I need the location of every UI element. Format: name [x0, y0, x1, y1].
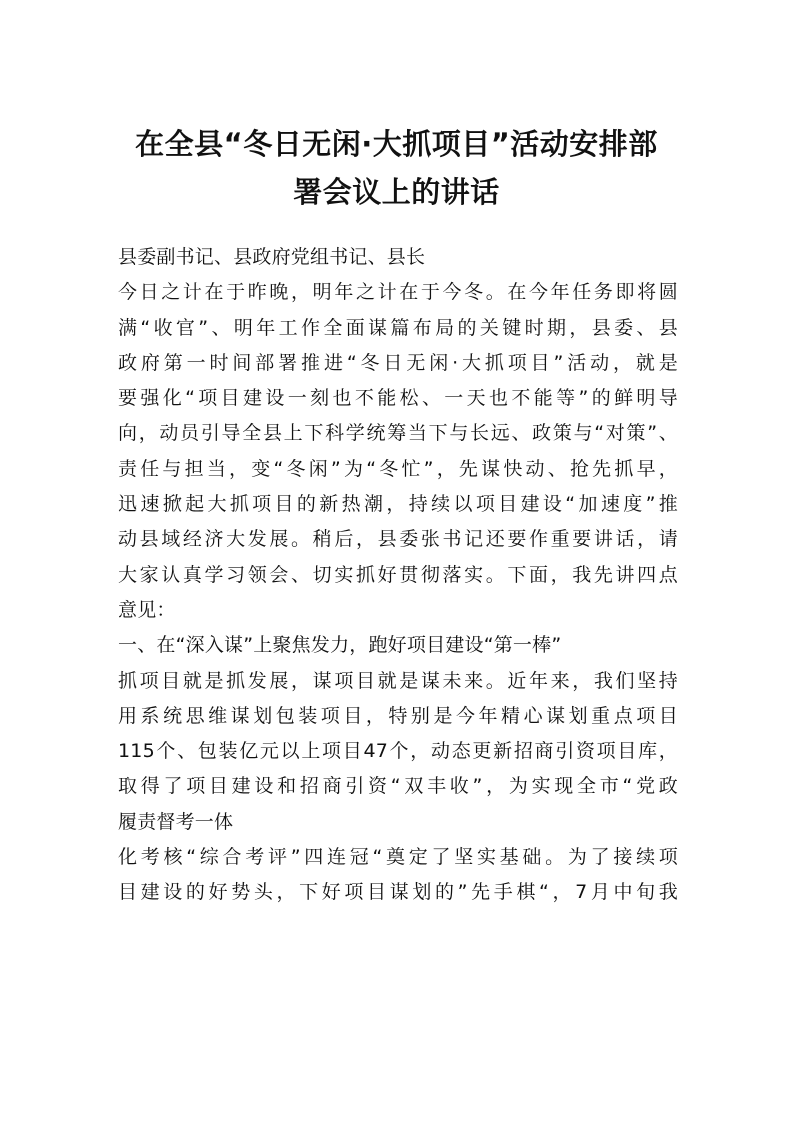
paragraph-line: 要强化“项目建设一刻也不能松、一天也不能等”的鲜明导 — [118, 387, 678, 410]
paragraph-line: 抓项目就是抓发展，谋项目就是谋未来。近年来，我们坚持 — [118, 669, 678, 692]
paragraph-line: 意见： — [118, 598, 176, 621]
paragraph-line: 取得了项目建设和招商引资“双丰收”，为实现全市“党政 — [118, 775, 678, 798]
document-body — [118, 240, 678, 911]
paragraph-line: 今日之计在于昨晚，明年之计在于今冬。在今年任务即将圆 — [118, 281, 678, 304]
paragraph-line: 动县域经济大发展。稍后，县委张书记还要作重要讲话，请 — [118, 528, 678, 551]
paragraph-line: 满“收官”、明年工作全面谋篇布局的关键时期，县委、县 — [118, 316, 678, 339]
speaker-line: 县委副书记、县政府党组书记、县长 — [118, 246, 426, 268]
paragraph-line: 大家认真学习领会、切实抓好贯彻落实。下面，我先讲四点 — [118, 563, 678, 586]
paragraph-line: 政府第一时间部署推进“冬日无闲·大抓项目”活动，就是 — [118, 351, 678, 374]
document-title-line-2: 署会议上的讲话 — [293, 175, 500, 209]
paragraph-line: 迅速掀起大抓项目的新热潮，持续以项目建设“加速度”推 — [118, 493, 678, 516]
document-title-line-1: 在全县“冬日无闲·大抓项目”活动安排部 — [135, 127, 658, 161]
paragraph-line: 向，动员引导全县上下科学统筹当下与长远、政策与“对策”、 — [118, 422, 678, 445]
paragraph-line: 用系统思维谋划包装项目，特别是今年精心谋划重点项目 — [118, 704, 678, 727]
paragraph-line: 115个、包装亿元以上项目47个，动态更新招商引资项目库， — [118, 740, 678, 763]
paragraph-line: 目建设的好势头，下好项目谋划的”先手棋“，7月中旬我 — [118, 881, 678, 904]
paragraph-line: 履责督考一体 — [118, 810, 234, 833]
paragraph-line: 责任与担当，变“冬闲”为“冬忙”，先谋快动、抢先抓早， — [118, 457, 678, 480]
paragraph-line: 化考核“综合考评”四连冠“奠定了坚实基础。为了接续项 — [118, 846, 678, 869]
section-heading: 一、在“深入谋”上聚焦发力，跑好项目建设“第一棒” — [118, 634, 562, 657]
